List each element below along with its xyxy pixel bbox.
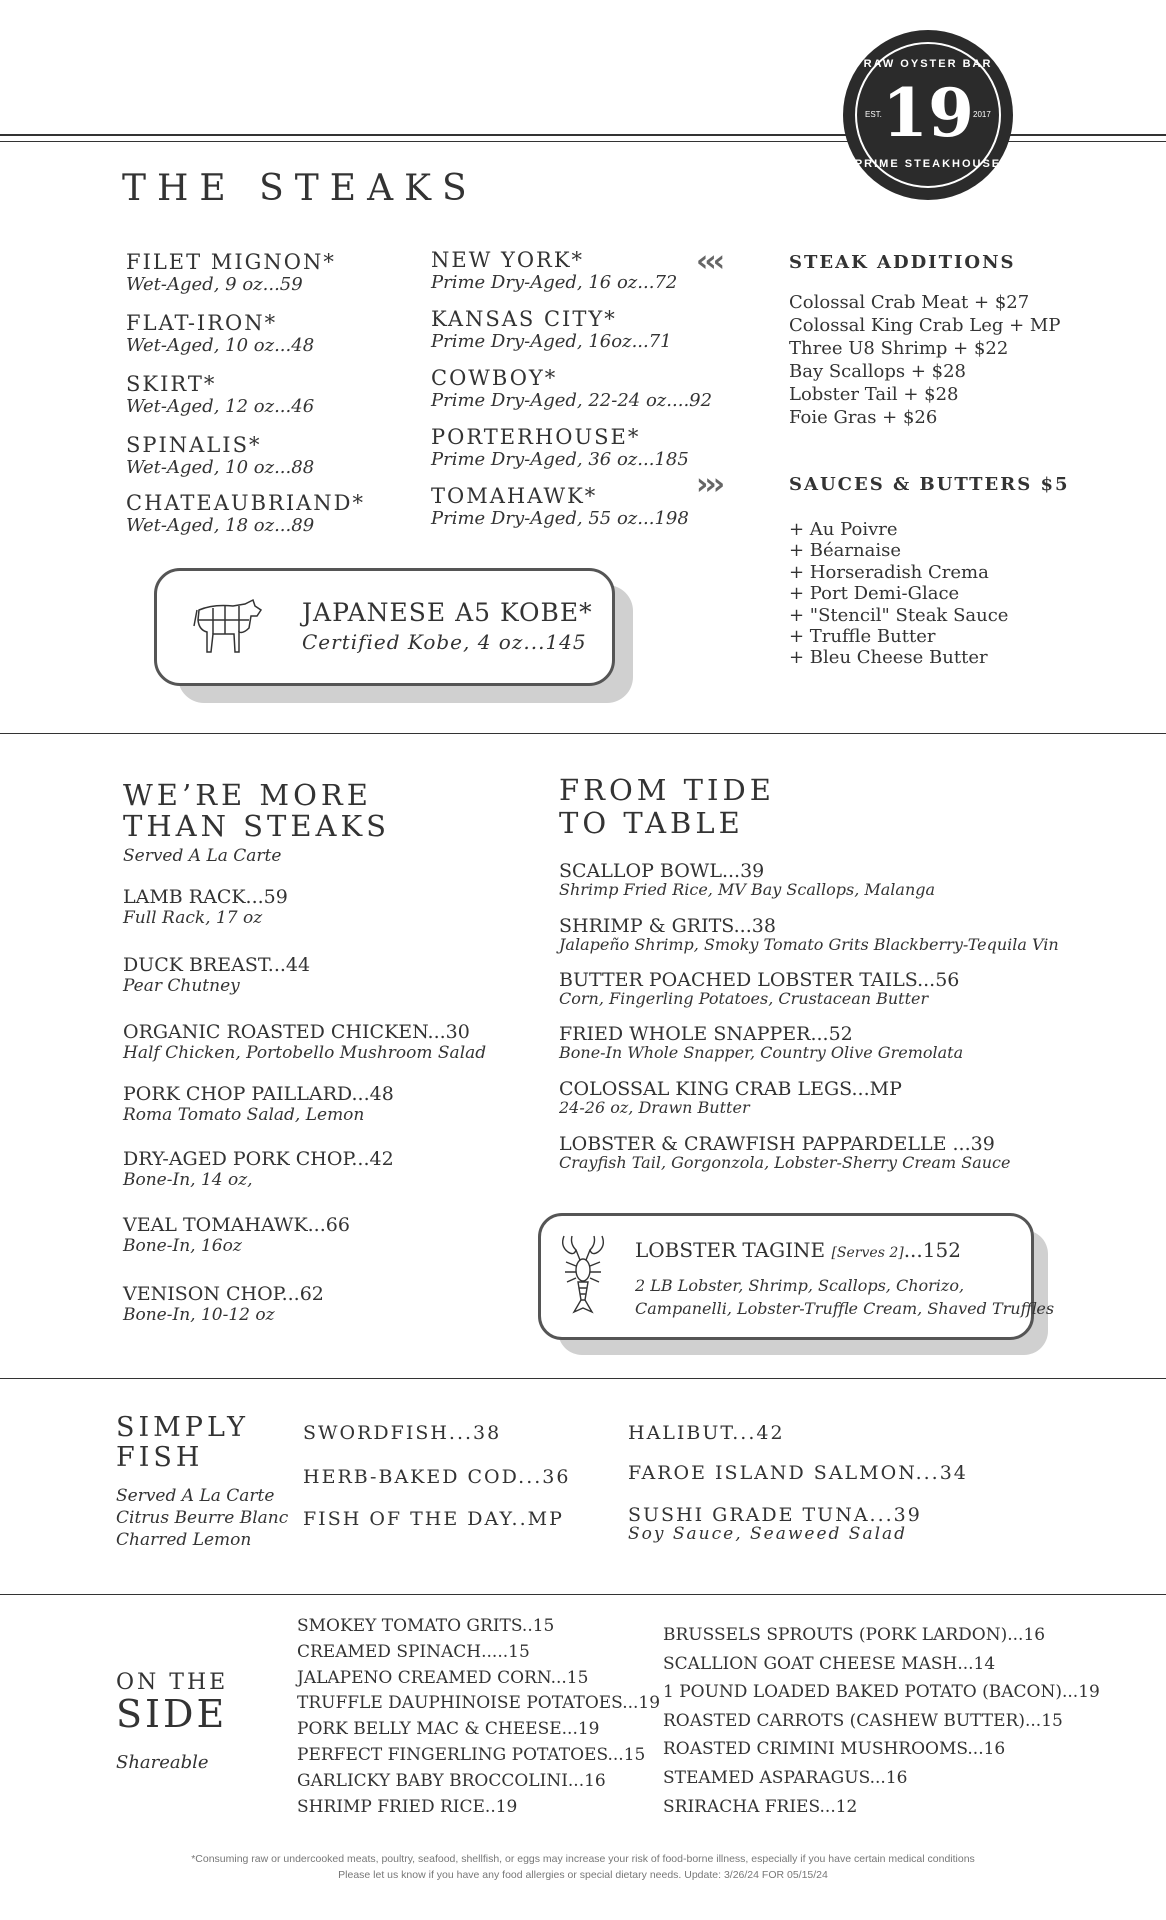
list-item: + Horseradish Crema <box>789 561 989 583</box>
list-item: SMOKEY TOMATO GRITS..15 <box>297 1616 555 1636</box>
tagine-name: LOBSTER TAGINE [Serves 2]...152 <box>635 1238 961 1262</box>
menu-item: DUCK BREAST...44 Pear Chutney <box>123 954 311 996</box>
sides-title-small: ON THE <box>116 1670 229 1695</box>
steak-item: FILET MIGNON* Wet-Aged, 9 oz...59 <box>126 250 336 295</box>
menu-item: SCALLOP BOWL...39 Shrimp Fried Rice, MV Bay Scallops, Malanga <box>559 860 936 899</box>
list-item: PERFECT FINGERLING POTATOES...15 <box>297 1744 646 1765</box>
section-divider <box>0 1594 1166 1595</box>
logo-number: 19 <box>882 74 974 152</box>
list-item: + Béarnaise <box>789 540 901 562</box>
logo-bottom-text: PRIME STEAKHOUSE <box>854 158 1002 170</box>
menu-item: BUTTER POACHED LOBSTER TAILS...56 Corn, Fingerling Potatoes, Crustacean Butter <box>559 969 960 1008</box>
list-item: Colossal Crab Meat + $27 <box>789 292 1030 313</box>
sides-list-right <box>663 1621 1100 1821</box>
list-item: Lobster Tail + $28 <box>789 384 959 405</box>
sauces-title: SAUCES & BUTTERS $5 <box>789 474 1070 495</box>
list-item: SHRIMP FRIED RICE..19 <box>297 1796 518 1817</box>
tide-title: FROM TIDE TO TABLE <box>559 773 775 840</box>
fish-item: HALIBUT...42 <box>628 1422 785 1444</box>
list-item: SRIRACHA FRIES...12 <box>663 1796 858 1817</box>
menu-item: VENISON CHOP...62 Bone-In, 10-12 oz <box>123 1283 324 1325</box>
logo-year: 2017 <box>973 110 991 119</box>
list-item: + Port Demi-Glace <box>789 583 960 605</box>
steak-additions-list <box>789 291 1060 429</box>
fish-item-desc: Soy Sauce, Seaweed Salad <box>628 1524 908 1544</box>
menu-item: PORK CHOP PAILLARD...48 Roma Tomato Salad, Lemon <box>123 1083 394 1125</box>
list-item: CREAMED SPINACH.....15 <box>297 1641 530 1662</box>
list-item: Bay Scallops + $28 <box>789 361 966 382</box>
steak-item: FLAT-IRON* Wet-Aged, 10 oz...48 <box>126 311 315 356</box>
menu-item: COLOSSAL KING CRAB LEGS...MP 24-26 oz, Drawn Butter <box>559 1078 902 1117</box>
cow-icon <box>193 596 263 658</box>
list-item: TRUFFLE DAUPHINOISE POTATOES...19 <box>297 1693 661 1714</box>
more-title: WE’RE MORE THAN STEAKS <box>123 778 391 843</box>
fish-item: SWORDFISH...38 <box>303 1422 502 1444</box>
list-item: SCALLION GOAT CHEESE MASH...14 <box>663 1653 996 1674</box>
sides-list-left <box>297 1614 660 1820</box>
list-item: JALAPENO CREAMED CORN...15 <box>297 1667 589 1688</box>
tagine-desc: 2 LB Lobster, Shrimp, Scallops, Chorizo, Campanelli, Lobster-Truffle Cream, Shaved Truffles <box>635 1276 1055 1318</box>
list-item: GARLICKY BABY BROCCOLINI...16 <box>297 1770 606 1791</box>
restaurant-logo <box>843 30 1013 200</box>
list-item: BRUSSELS SPROUTS (PORK LARDON)...16 <box>663 1625 1046 1645</box>
lobster-icon <box>558 1232 608 1318</box>
logo-top-text: RAW OYSTER BAR <box>863 58 993 70</box>
menu-item: ORGANIC ROASTED CHICKEN...30 Half Chicken, Portobello Mushroom Salad <box>123 1021 487 1063</box>
sides-title-large: SIDE <box>116 1692 228 1736</box>
steak-item: CHATEAUBRIAND* Wet-Aged, 18 oz...89 <box>126 491 366 536</box>
sides-subtitle: Shareable <box>116 1752 209 1773</box>
fish-item: HERB-BAKED COD...36 <box>303 1466 571 1488</box>
menu-item: FRIED WHOLE SNAPPER...52 Bone-In Whole Snapper, Country Olive Gremolata <box>559 1023 964 1062</box>
list-item: ROASTED CRIMINI MUSHROOMS...16 <box>663 1739 1006 1760</box>
footer-disclaimer: *Consuming raw or undercooked meats, poultry, seafood, shellfish, or eggs may increase your risk of food-borne illness, especially if you have certain medical conditions <box>191 1853 975 1865</box>
steak-item: COWBOY* Prime Dry-Aged, 22-24 oz....92 <box>431 366 713 411</box>
fish-item: FAROE ISLAND SALMON...34 <box>628 1462 968 1484</box>
steak-item: NEW YORK* Prime Dry-Aged, 16 oz...72 <box>431 248 678 293</box>
arrow-right-icon: ››› <box>696 467 722 502</box>
steaks-title: THE STEAKS <box>122 168 478 209</box>
list-item: + "Stencil" Steak Sauce <box>789 604 1009 626</box>
list-item: Three U8 Shrimp + $22 <box>789 338 1009 359</box>
section-divider <box>0 1378 1166 1379</box>
fish-item: FISH OF THE DAY..MP <box>303 1508 564 1530</box>
steak-item: SKIRT* Wet-Aged, 12 oz...46 <box>126 372 315 417</box>
kobe-desc: Certified Kobe, 4 oz...145 <box>302 630 587 654</box>
sauces-list <box>789 519 1008 669</box>
list-item: 1 POUND LOADED BAKED POTATO (BACON)...19 <box>663 1682 1100 1703</box>
arrow-left-icon: ‹‹‹ <box>696 244 722 279</box>
fish-title: SIMPLY FISH <box>116 1412 250 1473</box>
list-item: + Truffle Butter <box>789 626 936 648</box>
menu-item: SHRIMP & GRITS...38 Jalapeño Shrimp, Smoky Tomato Grits Blackberry-Tequila Vin <box>559 915 1059 954</box>
menu-item: LAMB RACK...59 Full Rack, 17 oz <box>123 886 288 928</box>
menu-item: VEAL TOMAHAWK...66 Bone-In, 16oz <box>123 1214 350 1256</box>
section-divider <box>0 733 1166 734</box>
footer-note: Please let us know if you have any food allergies or special dietary needs. Update: 3/26/24 FOR 05/15/24 <box>338 1869 828 1881</box>
list-item: PORK BELLY MAC & CHEESE...19 <box>297 1719 600 1740</box>
list-item: Colossal King Crab Leg + MP <box>789 315 1061 336</box>
steak-item: TOMAHAWK* Prime Dry-Aged, 55 oz...198 <box>431 484 689 529</box>
list-item: + Au Poivre <box>789 519 898 540</box>
list-item: + Bleu Cheese Butter <box>789 647 988 669</box>
kobe-name: JAPANESE A5 KOBE* <box>302 598 593 627</box>
steak-item: KANSAS CITY* Prime Dry-Aged, 16oz...71 <box>431 307 672 352</box>
steak-item: SPINALIS* Wet-Aged, 10 oz...88 <box>126 433 315 478</box>
list-item: Foie Gras + $26 <box>789 407 938 428</box>
logo-est: EST. <box>865 110 882 119</box>
more-subtitle: Served A La Carte <box>123 846 282 866</box>
menu-item: LOBSTER & CRAWFISH PAPPARDELLE ...39 Crayfish Tail, Gorgonzola, Lobster-Sherry Cream Sauce <box>559 1133 1011 1172</box>
menu-item: DRY-AGED PORK CHOP...42 Bone-In, 14 oz, <box>123 1148 394 1190</box>
fish-item: SUSHI GRADE TUNA...39 <box>628 1504 922 1526</box>
steak-item: PORTERHOUSE* Prime Dry-Aged, 36 oz...185 <box>431 425 689 470</box>
list-item: STEAMED ASPARAGUS...16 <box>663 1767 908 1788</box>
fish-notes: Served A La Carte Citrus Beurre Blanc Charred Lemon <box>116 1486 289 1550</box>
list-item: ROASTED CARROTS (CASHEW BUTTER)...15 <box>663 1710 1063 1731</box>
steak-additions-title: STEAK ADDITIONS <box>789 252 1016 273</box>
